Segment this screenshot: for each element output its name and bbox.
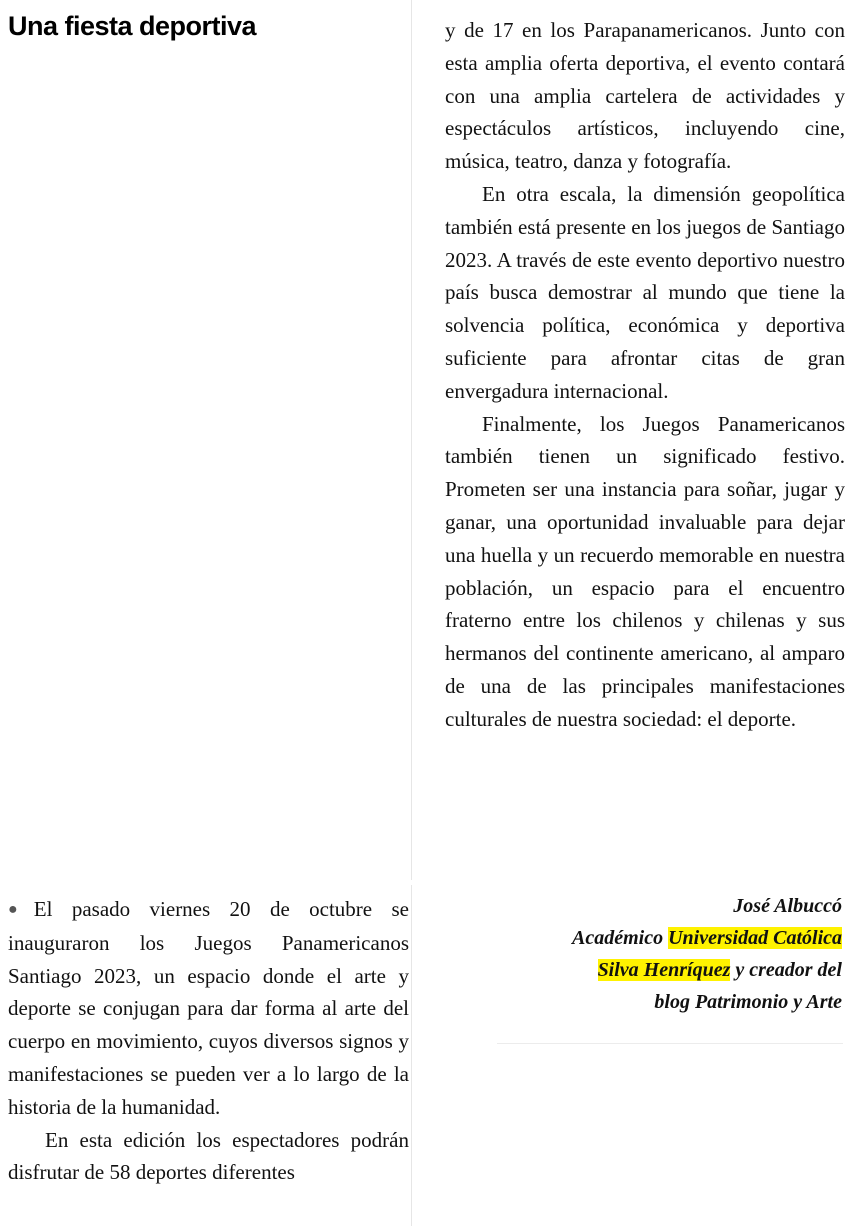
paragraph-5: Finalmente, los Juegos Panamericanos también tienen un significado festivo. Prometen ser una instancia para soñar, jugar y ganar, una oportunidad invaluable para dejar una huella y un recuerdo memorable en nuestra población, un espacio para el encuentro fraterno entre los chilenos y chilenas y sus hermanos del continente americano, al amparo de una de las principales manifestaciones culturales de nuestra sociedad: el deporte. (445, 411, 845, 731)
paragraph-1 (8, 893, 409, 1124)
column-divider-top (411, 0, 412, 880)
paragraph-1-text: El pasado viernes 20 de octubre se inauguraron los Juegos Panamericanos Santiago 2023, un espacio donde el arte y deporte se conjugan para dar forma al arte del cuerpo en movimiento, cuyos diversos signos y manifestaciones se pueden ver a lo largo de la historia de la humanidad. (8, 897, 409, 1119)
highlight-silva-henriquez: Silva Henríquez (597, 959, 731, 981)
paragraph-2: En esta edición los espectadores podrán disfrutar de 58 deportes diferentes (8, 1127, 409, 1185)
highlight-university: Universidad Católica (668, 927, 842, 949)
paragraph-3: y de 17 en los Parapanamericanos. Junto con esta amplia oferta deportiva, el evento contará con una amplia cartelera de actividades y espectáculos artísticos, incluyendo cine, música, teatro, danza y fotografía. (445, 18, 845, 174)
article-column-right (445, 14, 845, 736)
article-column-left (8, 893, 409, 1189)
bullet-icon: ● (8, 901, 32, 918)
signature-divider (497, 1043, 843, 1044)
column-divider-bottom (411, 885, 412, 1226)
author-role-suffix: y creador del (730, 959, 842, 981)
author-role-line-2 (470, 922, 842, 954)
author-role-line-4: blog Patrimonio y Arte (654, 991, 842, 1013)
paragraph-4: En otra escala, la dimensión geopolítica también está presente en los juegos de Santiago 2023. A través de este evento deportivo nuestro país busca demostrar al mundo que tiene la solvencia política, económica y deportiva suficiente para afrontar citas de gran envergadura internacional. (445, 181, 845, 403)
article-headline: Una fiesta deportiva (8, 11, 257, 41)
author-role-prefix: Académico (572, 927, 669, 949)
author-role-line-3 (470, 954, 842, 986)
author-signature (470, 890, 842, 1018)
author-name: José Albuccó (733, 895, 842, 917)
